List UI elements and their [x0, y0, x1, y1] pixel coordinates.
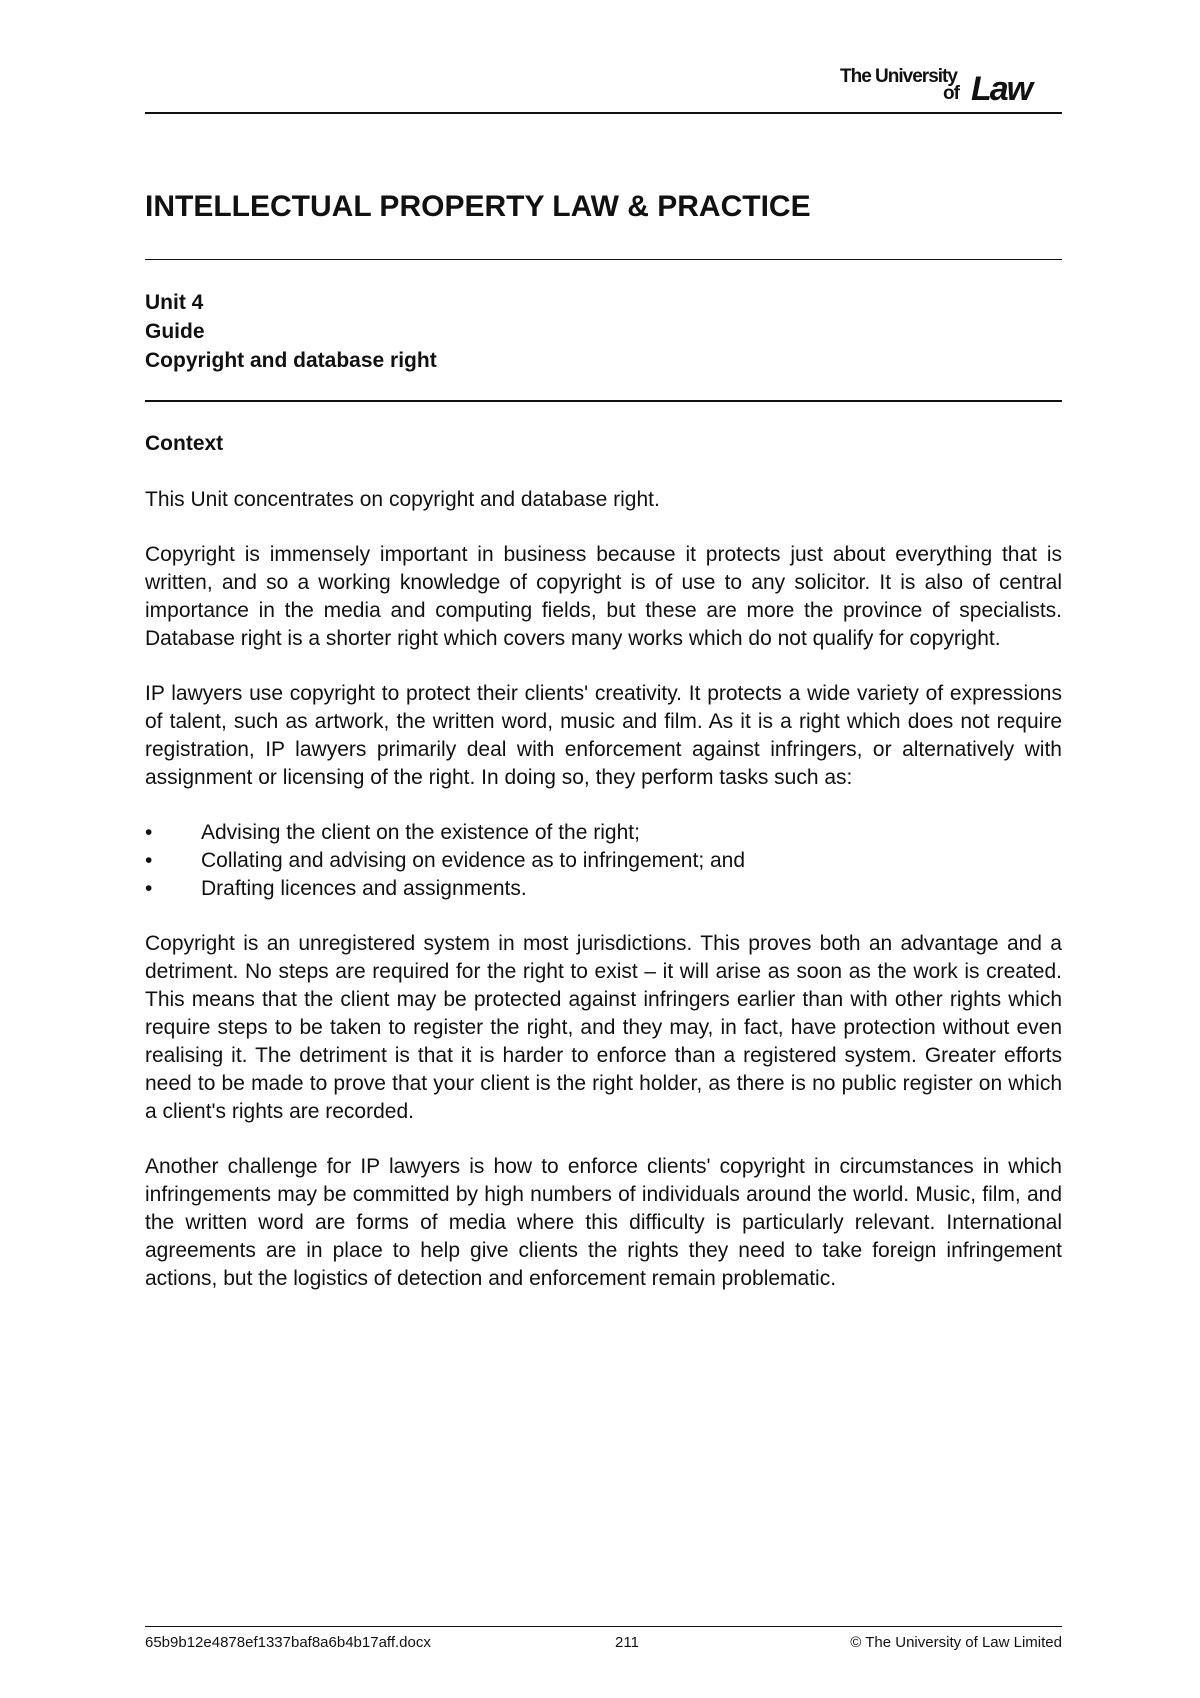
- header-divider: [145, 112, 1062, 114]
- paragraph: Copyright is an unregistered system in most jurisdictions. This proves both an advantage and a detriment. No steps are required for the right to exist – it will arise as soon as the work is created. This means that the client may be protected against infringers earlier than with other rights which require steps to be taken to register the right, and they may, in fact, have protection without even realising it. The detriment is that it is harder to enforce than a registered system. Greater efforts need to be made to prove that your client is the right holder, as there is no public register on which a client's rights are recorded.: [145, 932, 1062, 1123]
- task-list: [145, 819, 1062, 903]
- list-item-text: Advising the client on the existence of the right;: [201, 821, 640, 844]
- unit-number: Unit 4: [145, 291, 204, 314]
- bullet-icon: •: [145, 849, 153, 872]
- logo-text-of: of: [943, 83, 959, 104]
- university-logo: [840, 60, 1050, 110]
- context-section: [145, 430, 1062, 1320]
- paragraph: This Unit concentrates on copyright and database right.: [145, 488, 660, 511]
- unit-info: [145, 288, 437, 375]
- list-item: [145, 875, 1062, 903]
- document-title: INTELLECTUAL PROPERTY LAW & PRACTICE: [145, 190, 811, 223]
- list-item-text: Collating and advising on evidence as to infringement; and: [201, 849, 746, 872]
- section-heading: Context: [145, 432, 224, 455]
- paragraph: Copyright is immensely important in business because it protects just about everything that is written, and so a working knowledge of copyright is of use to any solicitor. It is also of central importance in the media and computing fields, but these are more the province of specialists. Database right is a shorter right which covers many works which do not qualify for copyright.: [145, 543, 1062, 650]
- page-footer: [145, 1634, 1062, 1654]
- unit-type: Guide: [145, 320, 205, 343]
- list-item: [145, 819, 1062, 847]
- unit-subject: Copyright and database right: [145, 349, 437, 372]
- footer-page-number: 211: [615, 1634, 639, 1651]
- footer-divider: [145, 1626, 1062, 1627]
- footer-filename: 65b9b12e4878ef1337baf8a6b4b17aff.docx: [145, 1634, 431, 1651]
- logo-text-university: The University: [840, 66, 957, 87]
- bullet-icon: •: [145, 821, 153, 844]
- paragraph: IP lawyers use copyright to protect their clients' creativity. It protects a wide variety of expressions of talent, such as artwork, the written word, music and film. As it is a right which does not require registration, IP lawyers primarily deal with enforcement against infringers, or alternatively with assignment or licensing of the right. In doing so, they perform tasks such as:: [145, 682, 1062, 789]
- logo-text-law: Law: [971, 70, 1032, 108]
- unit-divider: [145, 400, 1062, 402]
- bullet-icon: •: [145, 877, 153, 900]
- footer-copyright: © The University of Law Limited: [850, 1634, 1062, 1651]
- title-divider: [145, 259, 1062, 260]
- paragraph: Another challenge for IP lawyers is how to enforce clients' copyright in circumstances in which infringements may be committed by high numbers of individuals around the world. Music, film, and the written word are forms of media where this difficulty is particularly relevant. International agreements are in place to help give clients the rights they need to take foreign infringement actions, but the logistics of detection and enforcement remain problematic.: [145, 1155, 1062, 1290]
- list-item: [145, 847, 1062, 875]
- list-item-text: Drafting licences and assignments.: [201, 877, 527, 900]
